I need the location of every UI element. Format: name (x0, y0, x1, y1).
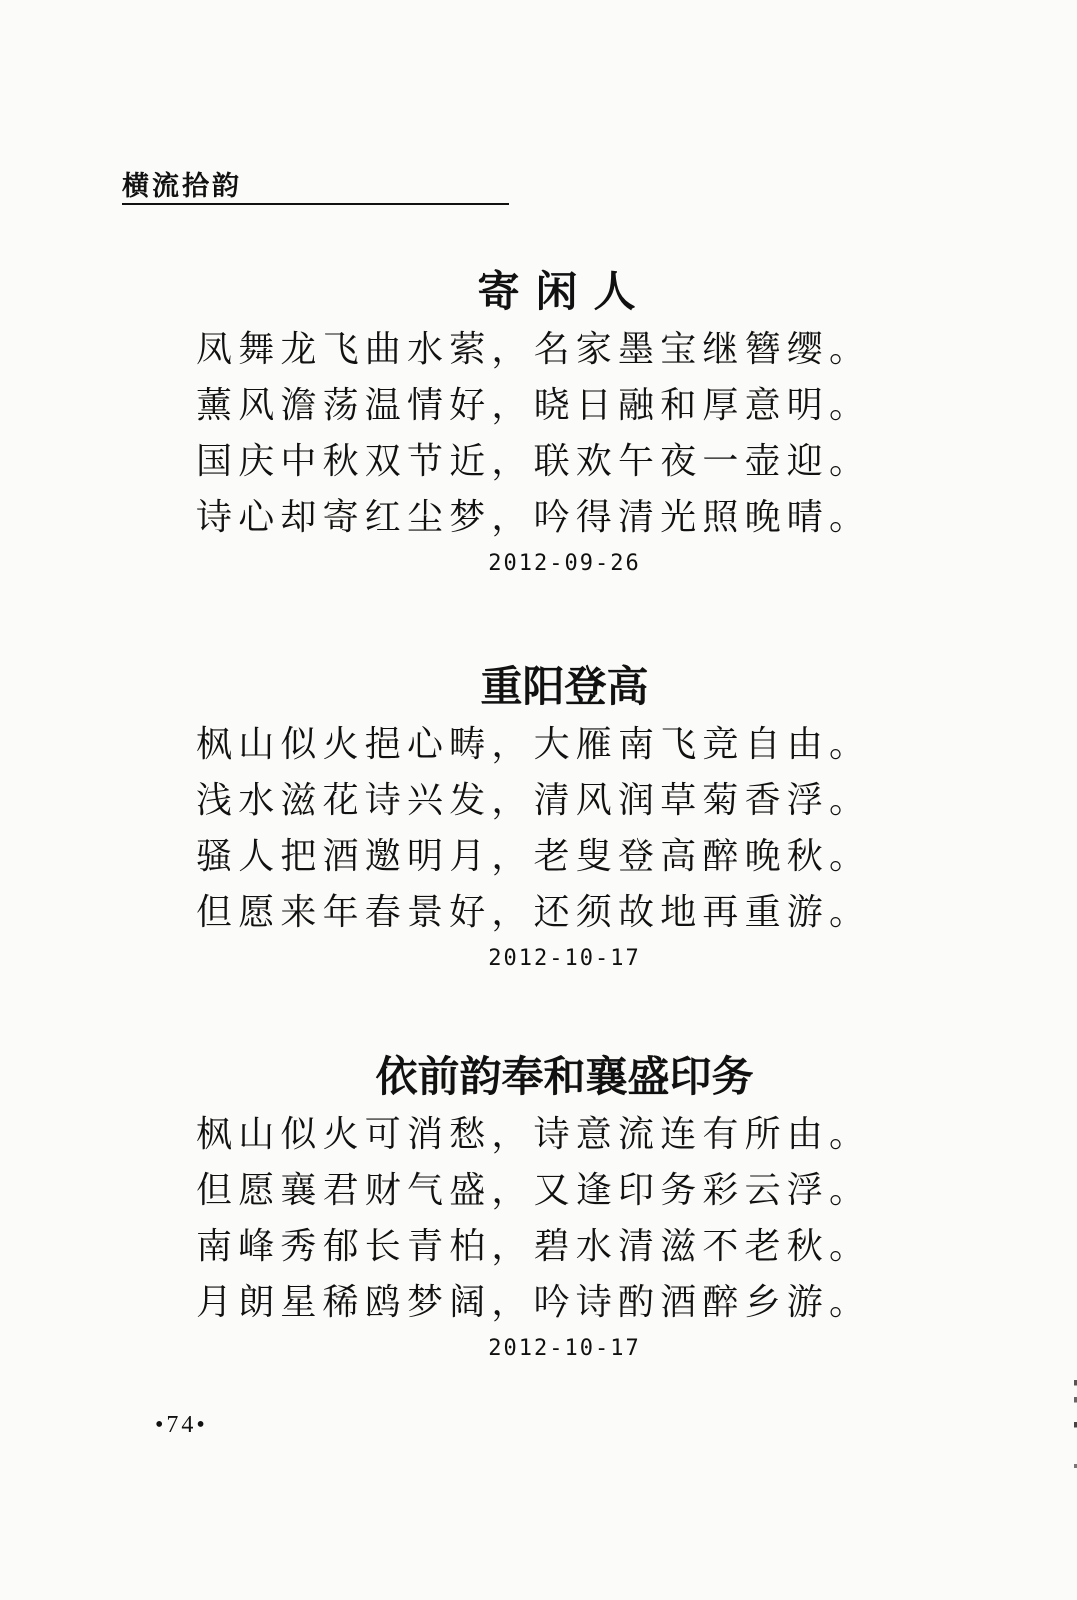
poem-title: 依前韵奉和襄盛印务 (375, 1052, 754, 1101)
verse-line: 骚人把酒邀明月，老叟登高醉晚秋。 (196, 836, 872, 877)
verse-line: 但愿来年春景好，还须故地再重游。 (196, 892, 872, 933)
verse-line: 月朗星稀鸥梦阔，吟诗酌酒醉乡游。 (196, 1282, 872, 1323)
poem-title: 重阳登高 (480, 662, 649, 711)
verse-line: 枫山似火可消愁，诗意流连有所由。 (196, 1114, 872, 1155)
header-rule (122, 203, 509, 205)
verse-line: 薰风澹荡温情好，晓日融和厚意明。 (196, 385, 872, 426)
poem-date: 2012-10-17 (488, 1336, 641, 1361)
poem-title: 寄闲人 (477, 267, 652, 316)
verse-line: 国庆中秋双节近，联欢午夜一壶迎。 (196, 441, 872, 482)
verse-line: 南峰秀郁长青柏，碧水清滋不老秋。 (196, 1226, 872, 1267)
verse-line: 枫山似火挹心畴，大雁南飞竞自由。 (196, 724, 872, 765)
verse-line: 凤舞龙飞曲水萦，名家墨宝继簪缨。 (196, 329, 872, 370)
verse-line: 诗心却寄红尘梦，吟得清光照晚晴。 (196, 497, 872, 538)
poem (0, 657, 1077, 977)
poem (0, 1047, 1077, 1367)
page-number: •74• (155, 1412, 208, 1438)
poem (0, 262, 1077, 582)
poem-date: 2012-09-26 (488, 551, 641, 576)
poem-date: 2012-10-17 (488, 946, 641, 971)
verse-line: 但愿襄君财气盛，又逢印务彩云浮。 (196, 1170, 872, 1211)
running-head: 横流拾韵 (122, 171, 242, 202)
verse-line: 浅水滋花诗兴发，清风润草菊香浮。 (196, 780, 872, 821)
